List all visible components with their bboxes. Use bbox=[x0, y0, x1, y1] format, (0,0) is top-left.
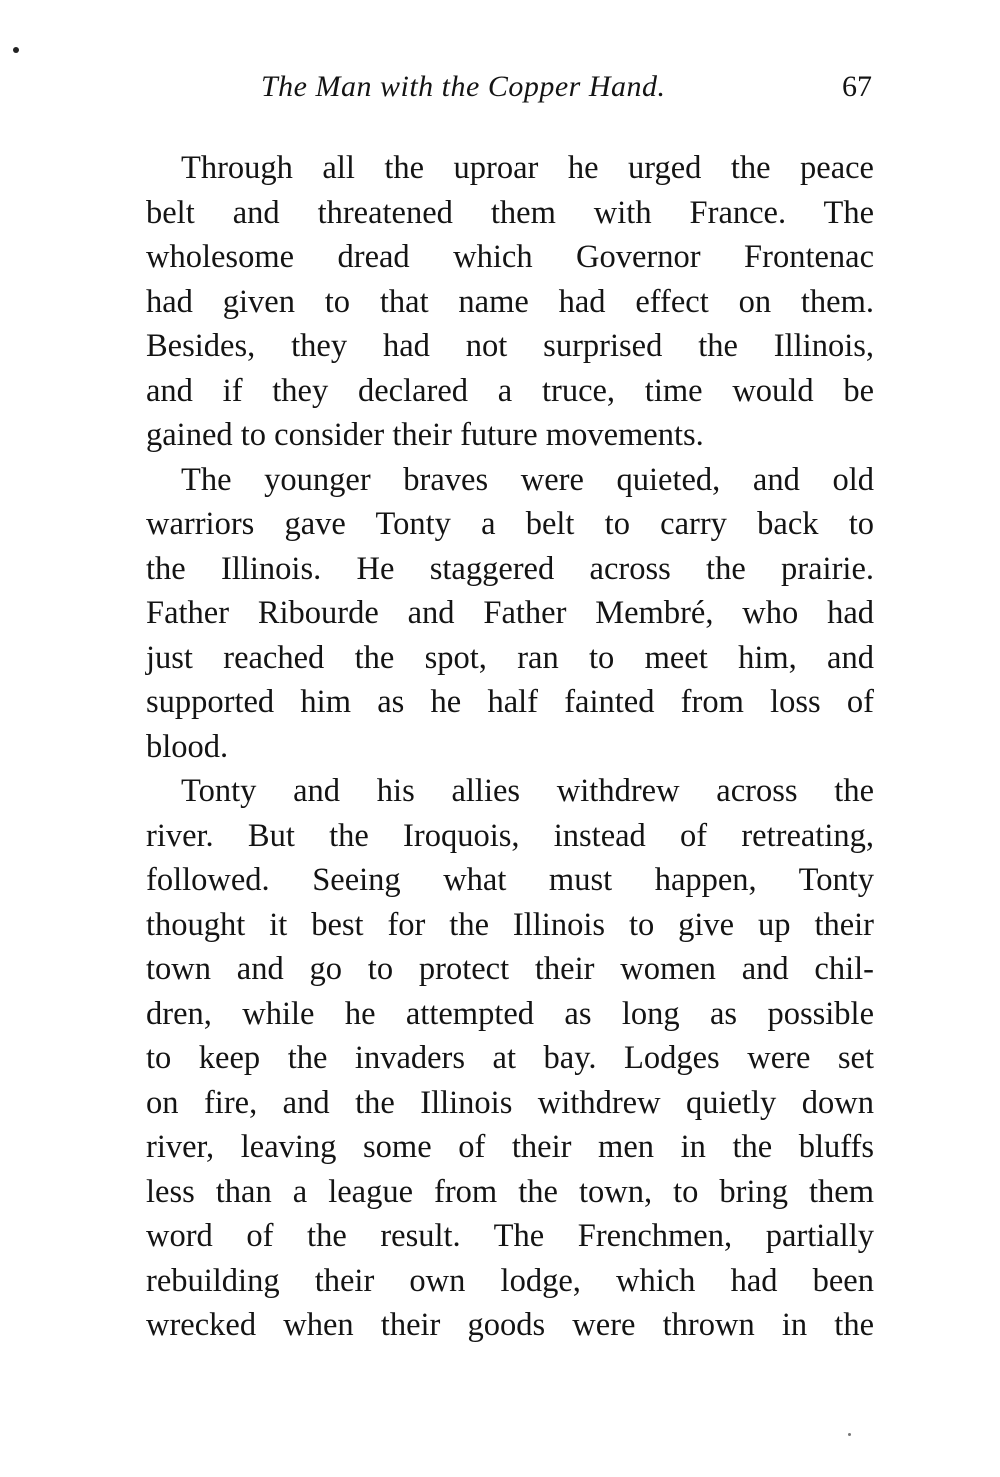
ink-speck bbox=[13, 47, 19, 53]
text-line: river, leaving some of their men in the bluffs bbox=[146, 1129, 874, 1165]
text-line: belt and threatened them with France. The bbox=[146, 194, 874, 231]
body-text bbox=[146, 146, 874, 1348]
text-line: rebuilding their own lodge, which had been bbox=[146, 1262, 874, 1299]
text-line: warriors gave Tonty a belt to carry back to bbox=[146, 506, 874, 542]
text-line: The younger braves were quieted, and old bbox=[181, 461, 874, 498]
text-line: gained to consider their future movements. bbox=[146, 417, 704, 453]
text-line: on fire, and the Illinois withdrew quietly down bbox=[146, 1084, 874, 1121]
text-line: had given to that name had effect on them. bbox=[146, 283, 874, 320]
text-line: to keep the invaders at bay. Lodges were set bbox=[146, 1040, 874, 1076]
text-line: Besides, they had not surprised the Illinois, bbox=[146, 328, 874, 364]
text-line: word of the result. The Frenchmen, partially bbox=[146, 1218, 874, 1254]
text-line: Through all the uproar he urged the peace bbox=[181, 150, 874, 186]
text-line: less than a league from the town, to bring them bbox=[146, 1173, 874, 1210]
text-line: thought it best for the Illinois to give up their bbox=[146, 906, 874, 943]
text-line: and if they declared a truce, time would be bbox=[146, 372, 874, 409]
text-line: wrecked when their goods were thrown in the bbox=[146, 1307, 874, 1343]
running-head bbox=[148, 70, 874, 110]
ink-speck bbox=[848, 1433, 851, 1436]
text-line: supported him as he half fainted from loss of bbox=[146, 684, 874, 720]
text-line: the Illinois. He staggered across the prairie. bbox=[146, 550, 874, 587]
text-line: river. But the Iroquois, instead of retreating, bbox=[146, 817, 874, 854]
text-line: followed. Seeing what must happen, Tonty bbox=[146, 862, 874, 898]
page-number: 67 bbox=[842, 70, 872, 103]
running-title: The Man with the Copper Hand. bbox=[261, 70, 666, 103]
text-line: dren, while he attempted as long as possible bbox=[146, 995, 874, 1032]
text-line: town and go to protect their women and chil- bbox=[146, 951, 874, 987]
text-line: Father Ribourde and Father Membré, who had bbox=[146, 595, 874, 631]
text-line: wholesome dread which Governor Frontenac bbox=[146, 239, 874, 275]
text-line: just reached the spot, ran to meet him, and bbox=[146, 639, 874, 676]
text-line: Tonty and his allies withdrew across the bbox=[181, 773, 874, 809]
text-line: blood. bbox=[146, 728, 229, 765]
